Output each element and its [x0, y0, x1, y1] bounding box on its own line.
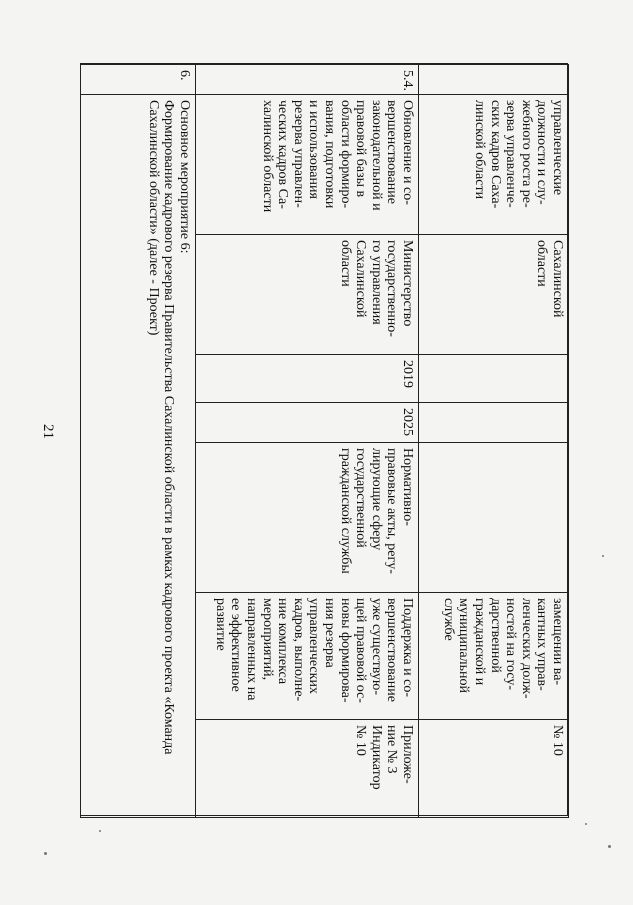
- end-year-cell: [419, 403, 569, 443]
- start-year-cell: 2019: [196, 355, 419, 403]
- row-number-cell: 6.: [81, 65, 196, 95]
- executor-cell: Сахалинской области: [419, 235, 569, 355]
- page-number: 21: [40, 424, 56, 439]
- table-frame: [80, 63, 568, 816]
- table-row: [81, 65, 196, 818]
- scan-speck: [44, 852, 47, 855]
- end-year-cell: 2025: [196, 403, 419, 443]
- result-cell: Поддержка и со- вершенствование уже существую- щей правовой ос- новы формирова- ния резерва управленческих кадров, выполне- ние комплекса мероприятий, направленных на ее эффективное развитие: [196, 593, 419, 720]
- scan-speck: [99, 830, 101, 832]
- row-number-cell: 5.4.: [196, 65, 419, 95]
- row-number-cell: [419, 65, 569, 95]
- scan-speck: [608, 845, 611, 848]
- indicator-cell: Приложе- ние № 3 Индикатор № 10: [196, 720, 419, 818]
- table-row: [419, 65, 569, 818]
- scan-speck: [585, 823, 587, 825]
- result-cell: замещении ва- кантных управ- ленческих долж- ностей на госу- дарственной гражданской и муниципальной службе: [419, 593, 569, 720]
- activity-cell: Обновление и со- вершенствование законодательной и правовой базы в области формиро- вания, подготовки и использования резерва управлен- ческих кадров Са- халинской области: [196, 95, 419, 235]
- legal-act-cell: Нормативно- правовые акты, регу- лирующие сферу государственной гражданской службы: [196, 443, 419, 593]
- executor-cell: Министерство государственно- го управления Сахалинской области: [196, 235, 419, 355]
- scan-speck: [602, 555, 604, 557]
- start-year-cell: [419, 355, 569, 403]
- legal-act-cell: [419, 443, 569, 593]
- main-activity-cell: Основное мероприятие 6: Формирование кадрового резерва Правительства Сахалинской области в рамках кадрового проекта «Команда Сахалинской области» (далее - Проект): [81, 95, 196, 818]
- activities-table: [80, 64, 569, 818]
- rotated-table-wrapper: [81, 64, 569, 817]
- activity-cell: управленческие должности и слу- жебного роста ре- зерва управленче- ских кадров Саха- линской области: [419, 95, 569, 235]
- indicator-cell: № 10: [419, 720, 569, 818]
- table-row: [196, 65, 419, 818]
